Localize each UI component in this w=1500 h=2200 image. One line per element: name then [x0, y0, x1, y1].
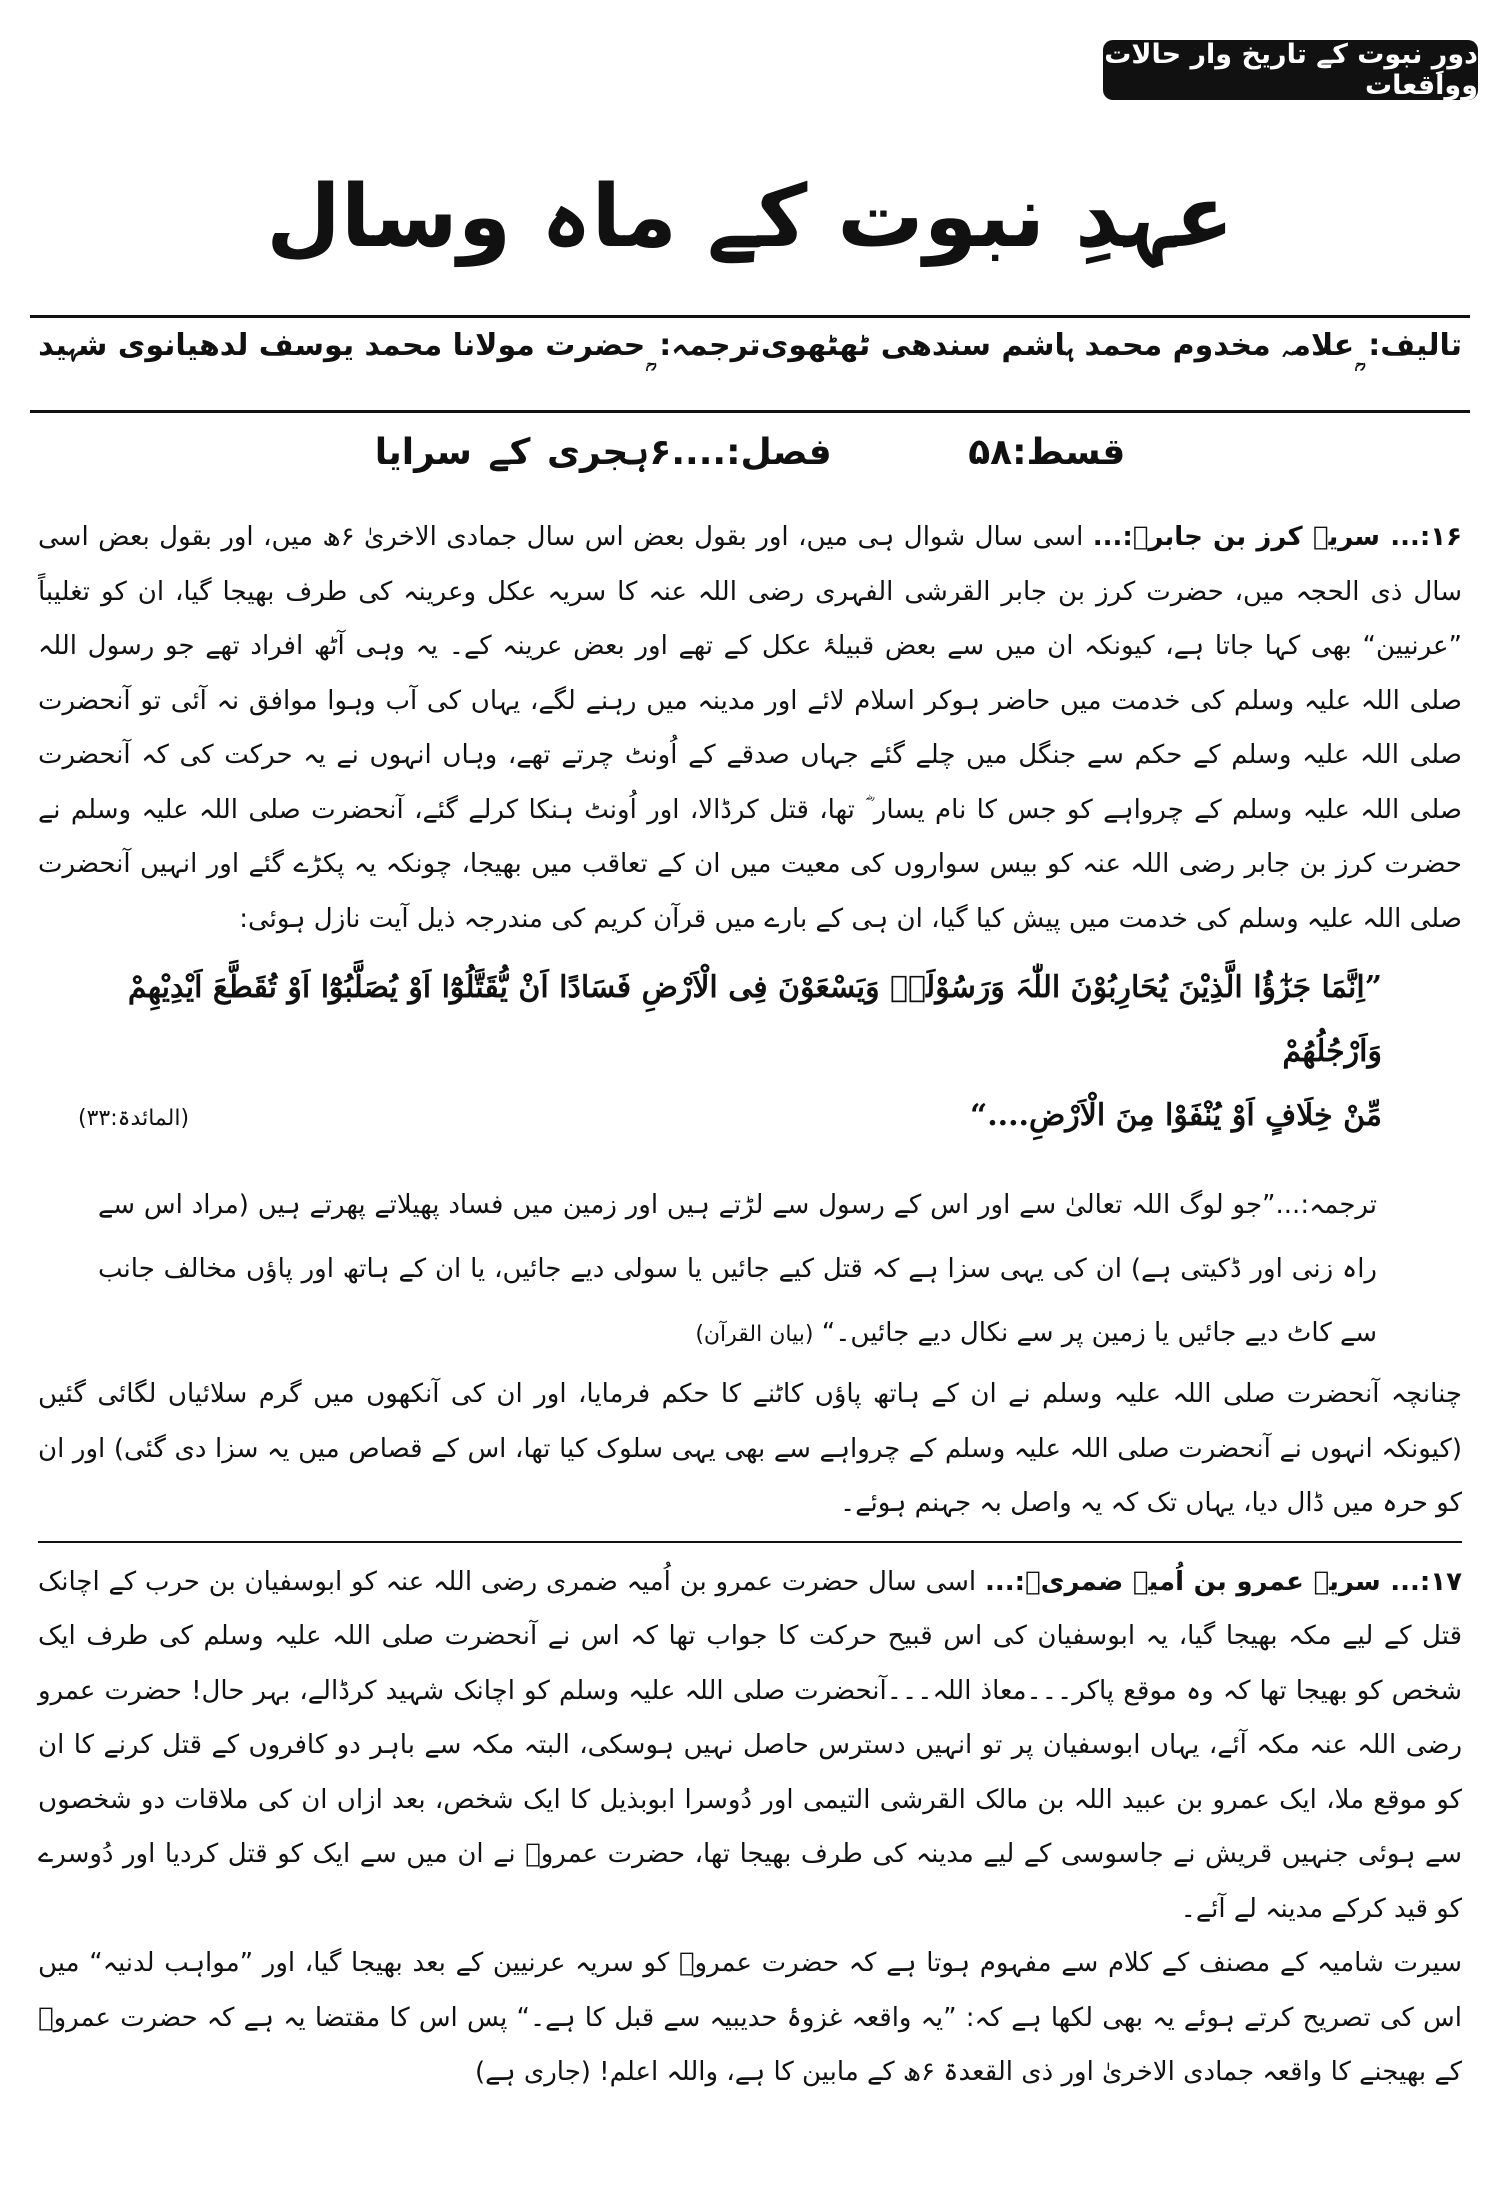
- paragraph-17-heading: ۱۷:... سریہ عمرو بن اُمیہ ضمریؓ:...: [985, 1566, 1463, 1597]
- paragraph-18: سیرت شامیہ کے مصنف کے کلام سے مفہوم ہوتا ہے کہ حضرت عمروؓ کو سریہ عرنیین کے بعد بھیجا گیا، اور ”مواہب لدنیہ“ میں اس کی تصریح کرتے ہوئے یہ بھی لکھا ہے کہ: ”یہ واقعہ غزوۂ حدیبیہ سے قبل کا ہے۔“ پس اس کا مقتضا یہ ہے کہ حضرت عمروؓ کے بھیجنے کا واقعہ جمادی الاخریٰ اور ذی القعدۃ ۶ھ کے مابین کا ہے، واللہ اعلم! (جاری ہے): [38, 1948, 1462, 2087]
- verse-translation: [98, 1173, 1377, 1367]
- section-headline: [0, 432, 1500, 473]
- paragraph-16-text: اسی سال شوال ہی میں، اور بقول بعض اس سال جمادی الاخریٰ ۶ھ میں، اور بقول بعض اسی سال ذی الحجہ میں، حضرت کرز بن جابر القرشی الفہری رضی اللہ عنہ کا سریہ عکل وعرینہ کی طرف بھیجا گیا، ان کو تغلیباً ”عرنیین“ بھی کہا جاتا ہے، کیونکہ ان میں سے بعض قبیلۂ عکل کے تھے اور بعض عرینہ کے۔ یہ وہی آٹھ افراد تھے جو رسول اللہ صلی اللہ علیہ وسلم کی خدمت میں حاضر ہوکر اسلام لائے اور مدینہ میں رہنے لگے، یہاں کی آب وہوا موافق نہ آئی تو آنحضرت صلی اللہ علیہ وسلم کے حکم سے جنگل میں چلے گئے جہاں صدقے کے اُونٹ چرتے تھے، وہاں انہوں نے یہ حرکت کی کہ آنحضرت صلی اللہ علیہ وسلم کے چرواہے کو جس کا نام یسار ؓ تھا، قتل کرڈالا، اور اُونٹ ہنکا کرلے گئے، آنحضرت صلی اللہ علیہ وسلم نے حضرت کرز بن جابر رضی اللہ عنہ کو بیس سواروں کی معیت میں ان کے تعاقب میں بھیجا، چونکہ یہ پکڑے گئے اور انہیں آنحضرت صلی اللہ علیہ وسلم کی خدمت میں پیش کیا گیا، ان ہی کے بارے میں قرآن کریم کی مندرجہ ذیل آیت نازل ہوئی:: [38, 522, 1462, 934]
- translator-label: ترجمہ:: [659, 328, 761, 363]
- paragraph-16: [38, 510, 1462, 946]
- author-name: علامہ مخدوم محمد ہاشم سندھی ٹھٹھوی: [760, 328, 1355, 363]
- divider-credits: [30, 410, 1470, 413]
- credits-row: [38, 328, 1462, 398]
- paragraph-17: [38, 1555, 1462, 1937]
- installment-number: قسط:۵۸: [968, 432, 1126, 473]
- article-body: [38, 510, 1462, 2100]
- article-title: عہدِ نبوت کے ماہ وسال: [266, 167, 1234, 267]
- series-badge: [1103, 40, 1478, 100]
- verse-reference: (المائدۃ:۳۳): [78, 1106, 190, 1131]
- chapter-heading: فصل:....۶ہجری کے سرایا: [374, 432, 832, 473]
- section-divider: [38, 1541, 1462, 1543]
- author-label: تالیف:: [1368, 328, 1462, 363]
- paragraph-16-continued: چنانچہ آنحضرت صلی اللہ علیہ وسلم نے ان کے ہاتھ پاؤں کاٹنے کا حکم فرمایا، اور ان کی آنکھوں میں گرم سلائیاں لگائی گئیں (کیونکہ انہوں نے آنحضرت صلی اللہ علیہ وسلم کے چرواہے سے بھی یہی سلوک کیا تھا، اس کے قصاص میں یہ سزا دی گئی) اور ان کو حرہ میں ڈال دیا، یہاں تک کہ یہ واصل بہ جہنم ہوئے۔: [38, 1379, 1462, 1518]
- author-credit: [761, 328, 1462, 398]
- translator-credit: [38, 328, 761, 398]
- quran-verse: [78, 956, 1382, 1151]
- paragraph-16-heading: ۱۶:... سریہ کرز بن جابرؓ:...: [1092, 522, 1462, 552]
- verse-line-2: مِّنْ خِلَافٍ اَوْ یُنْفَوْا مِنَ الْاَرْضِ....“: [969, 1098, 1382, 1133]
- series-label: دورِ نبوت کے تاریخ وار حالات وواقعات: [1104, 39, 1478, 101]
- verse-line-1: ”اِنَّمَا جَزٰٓؤُا الَّذِیْنَ یُحَارِبُوْنَ اللّٰہَ وَرَسُوْلَہٗ وَیَسْعَوْنَ فِی الْاَرْضِ فَسَادًا اَنْ یُّقَتَّلُوْٓا اَوْ یُصَلَّبُوْٓا اَوْ تُقَطَّعَ اَیْدِیْھِمْ وَاَرْجُلُھُمْ: [127, 970, 1382, 1069]
- paragraph-17-text: اسی سال حضرت عمرو بن اُمیہ ضمری رضی اللہ عنہ کو ابوسفیان بن حرب کے اچانک قتل کے لیے مکہ بھیجا گیا، یہ ابوسفیان کی اس قبیح حرکت کا جواب تھا کہ اس نے آنحضرت صلی اللہ علیہ وسلم کی طرف ایک شخص کو بھیجا تھا کہ وہ موقع پاکر۔۔۔معاذ اللہ۔۔۔آنحضرت صلی اللہ علیہ وسلم کو اچانک شہید کرڈالے، بہر حال! حضرت عمرو رضی اللہ عنہ مکہ آئے، یہاں ابوسفیان پر تو انہیں دسترس حاصل نہیں ہوسکی، البتہ مکہ سے باہر دو کافروں کے قتل کرنے کا ان کو موقع ملا، ایک عمرو بن عبید اللہ بن مالک القرشی التیمی اور دُوسرا ابوبذیل کا ایک شخص، بعد ازاں ان کی ملاقات دو شخصوں سے ہوئی جنہیں قریش نے جاسوسی کے لیے مدینہ کی طرف بھیجا تھا، حضرت عمروؓ نے ان میں سے ایک کو قتل کردیا اور دُوسرے کو قید کرکے مدینہ لے آئے۔: [38, 1566, 1463, 1924]
- divider-top: [30, 315, 1470, 318]
- translator-name: حضرت مولانا محمد یوسف لدھیانوی شہید: [38, 328, 646, 363]
- verse-line-2-row: [78, 1084, 1382, 1151]
- translation-source: (بیان القرآن): [695, 1322, 814, 1347]
- translation-text: ترجمہ:...”جو لوگ اللہ تعالیٰ سے اور اس کے رسول سے لڑتے ہیں اور زمین میں فساد پھیلاتے پھرتے ہیں (مراد اس سے راہ زنی اور ڈکیتی ہے) ان کی یہی سزا ہے کہ قتل کیے جائیں یا سولی دیے جائیں، یا ان کے ہاتھ اور پاؤں مخالف جانب سے کاٹ دیے جائیں یا زمین پر سے نکال دیے جائیں۔“: [98, 1190, 1377, 1348]
